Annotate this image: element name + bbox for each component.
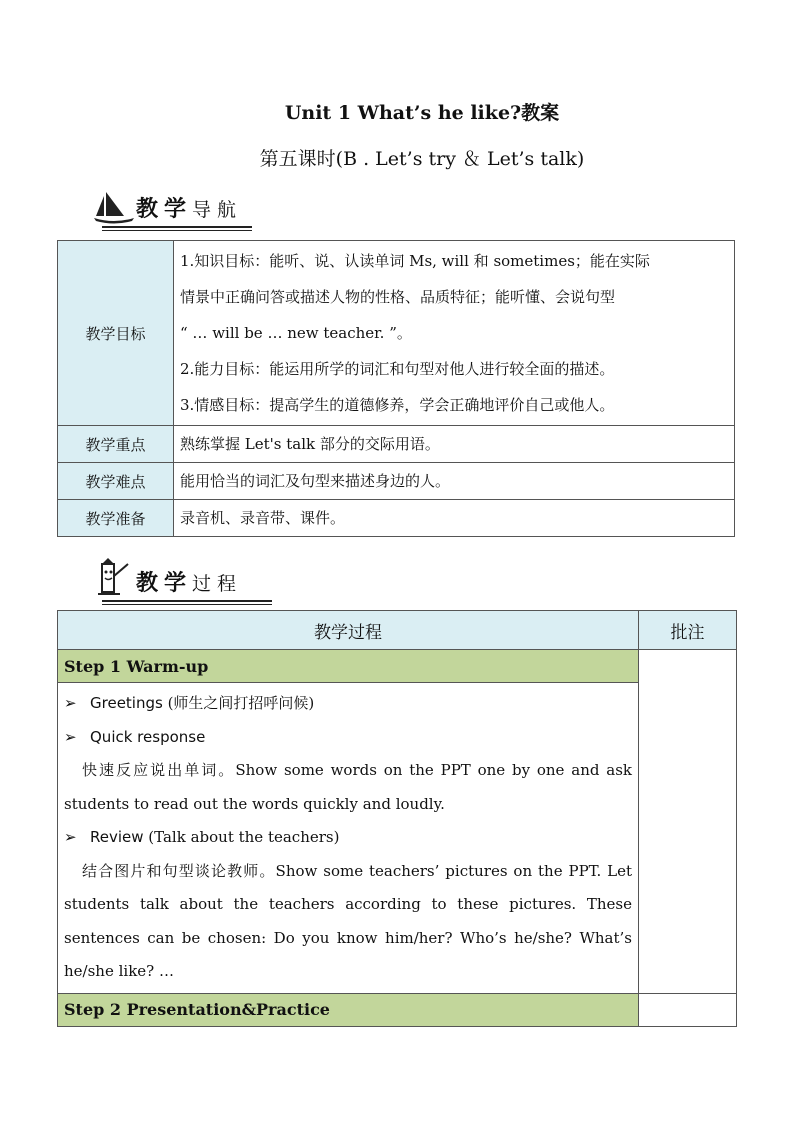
step-2-heading: Step 2 Presentation&Practice (58, 993, 639, 1026)
table-row (58, 426, 735, 463)
step-1-content (58, 683, 639, 994)
paragraph: 结合图片和句型谈论教师。Show some teachers’ pictures on the PPT. Let students talk about the teachers according to these pictures. These sentences can be chosen: Do you know him/her? Who’s he/she? What’s he/she like? … (64, 861, 632, 980)
list-item: ➢ Greetings (师生之间打招呼问候) (64, 687, 632, 721)
row-value: 录音机、录音带、课件。 (174, 500, 735, 537)
table-row (58, 683, 737, 994)
row-header: 教学准备 (58, 500, 174, 537)
pencil-figure-icon (94, 558, 134, 598)
objectives-cell: 1.知识目标：能听、说、认读单词 Ms, will 和 sometimes；能在实际 情景中正确问答或描述人物的性格、品质特征；能听懂、会说句型 “ … will be … new teacher. ”。 2.能力目标：能运用所学的词汇和句型对他人进行较全面的描述。 3.情感目标：提高学生的道德修养，学会正确地评价自己或他人。 (174, 241, 735, 426)
table-row (58, 650, 737, 683)
process-column-header: 教学过程 (58, 611, 639, 650)
process-section-label: 教学过程 (136, 571, 243, 596)
table-row (58, 463, 735, 500)
row-header: 教学目标 (58, 241, 174, 426)
nav-section-label: 教学导航 (136, 197, 243, 222)
table-row (58, 241, 735, 426)
process-section-heading (94, 558, 242, 598)
list-item: ➢ Review (Talk about the teachers) (64, 821, 632, 855)
document-title: Unit 1 What’s he like?教案 (284, 102, 560, 124)
teaching-process-table (57, 610, 737, 1027)
row-header: 教学难点 (58, 463, 174, 500)
lesson-subtitle: 第五课时(B . Let’s try ＆ Let’s talk) (259, 148, 585, 170)
table-header-row (58, 611, 737, 650)
list-item: ➢ Quick response (64, 721, 632, 755)
notes-cell (639, 993, 737, 1026)
table-row (58, 500, 735, 537)
bullet-arrow-icon: ➢ (64, 727, 77, 746)
notes-column-header: 批注 (639, 611, 737, 650)
nav-section-heading (94, 188, 242, 224)
step-1-heading: Step 1 Warm-up (58, 650, 639, 683)
bullet-arrow-icon: ➢ (64, 828, 77, 846)
teaching-guide-table (57, 240, 735, 537)
paragraph: 快速反应说出单词。Show some words on the PPT one by one and ask students to read out the words quickly and loudly. (64, 761, 632, 813)
sailboat-icon (94, 188, 134, 224)
row-value: 熟练掌握 Let's talk 部分的交际用语。 (174, 426, 735, 463)
notes-cell (639, 650, 737, 994)
row-header: 教学重点 (58, 426, 174, 463)
table-row (58, 993, 737, 1026)
bullet-arrow-icon: ➢ (64, 694, 77, 712)
row-value: 能用恰当的词汇及句型来描述身边的人。 (174, 463, 735, 500)
